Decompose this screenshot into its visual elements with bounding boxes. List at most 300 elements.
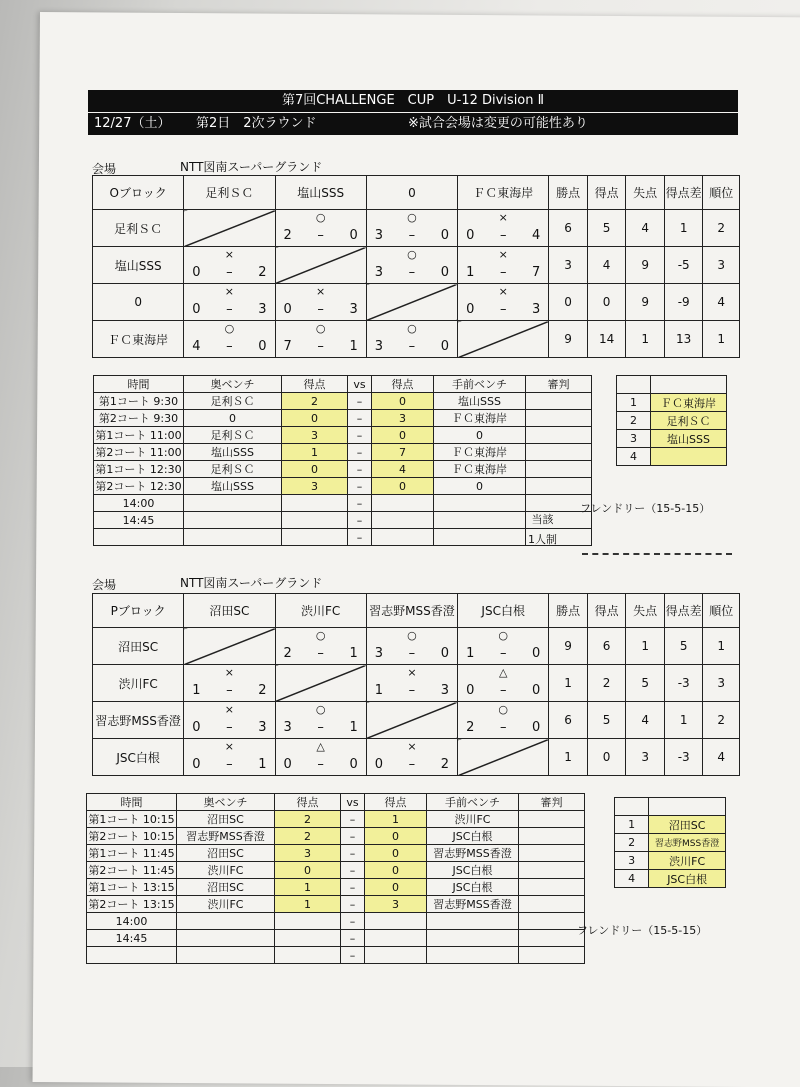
rank-team (651, 448, 727, 466)
score (367, 757, 457, 772)
diagonal-cell (366, 702, 457, 739)
schedule-cell (519, 862, 585, 879)
stat-cell: 1 (549, 739, 588, 776)
result-symbol: × (224, 248, 234, 261)
result-symbol: ○ (498, 703, 508, 716)
stat-cell: 1 (626, 321, 665, 358)
schedule-cell: – (341, 879, 365, 896)
result-symbol: × (316, 285, 326, 298)
result-cell (366, 210, 457, 247)
schedule-cell: 習志野MSS香澄 (427, 896, 519, 913)
stat-cell: 1 (626, 628, 665, 665)
rank-number: 2 (615, 834, 649, 852)
schedule-header: 手前ベンチ (434, 376, 526, 393)
schedule-cell: 7 (372, 444, 434, 461)
score-against: 0 (532, 646, 541, 661)
ranking-header-blank (617, 376, 651, 394)
team-row-label: JSC白根 (93, 739, 184, 776)
score-for: 0 (466, 228, 475, 243)
diagonal-cell (275, 665, 366, 702)
schedule-cell: 足利ＳＣ (184, 461, 282, 478)
rank-team: 沼田SC (649, 816, 726, 834)
schedule-cell (184, 495, 282, 512)
score-dash: – (408, 228, 416, 243)
result (458, 665, 548, 701)
score-dash: – (499, 720, 507, 735)
stat-cell: 2 (587, 665, 626, 702)
schedule-cell (177, 930, 275, 947)
schedule-cell: 0 (282, 410, 348, 427)
stat-cell: 3 (703, 247, 740, 284)
schedule-cell: 1 (275, 879, 341, 896)
score (184, 302, 274, 317)
stat-cell: 0 (587, 739, 626, 776)
referee-note-o (528, 510, 557, 550)
score-against: 7 (532, 265, 541, 280)
score-for: 1 (466, 646, 475, 661)
stat-header: 得点差 (664, 594, 703, 628)
score (367, 339, 457, 354)
schedule-cell (434, 495, 526, 512)
result-symbol: ○ (407, 322, 417, 335)
result (458, 628, 548, 664)
schedule-cell (526, 393, 592, 410)
result (458, 702, 548, 738)
schedule-cell: – (348, 478, 372, 495)
score-dash: – (317, 720, 324, 735)
score-for: 0 (283, 757, 292, 772)
schedule-cell (519, 845, 585, 862)
result-symbol: ○ (315, 322, 326, 335)
score (276, 757, 366, 772)
block-o-standings-grid (92, 175, 740, 358)
result (458, 210, 548, 246)
stat-cell: 5 (664, 628, 703, 665)
schedule-cell (526, 444, 592, 461)
stat-cell: 4 (703, 739, 740, 776)
result (276, 739, 366, 775)
score-for: 0 (192, 265, 201, 280)
venue-name-p: NTT図南スーパーグランド (180, 576, 323, 590)
result-cell (184, 321, 275, 358)
schedule-cell (372, 512, 434, 529)
result-cell (275, 284, 366, 321)
block-o-schedule (93, 375, 592, 546)
score-for: 3 (374, 228, 384, 243)
schedule-cell: 1 (275, 896, 341, 913)
ranking-header-blank (615, 798, 649, 816)
schedule-cell: 第2コート 11:45 (87, 862, 177, 879)
score-against: 1 (258, 757, 267, 772)
stat-cell: 9 (626, 284, 665, 321)
schedule-cell: 3 (275, 845, 341, 862)
schedule-cell (519, 811, 585, 828)
score-against: 2 (440, 757, 450, 772)
schedule-cell (519, 879, 585, 896)
rank-number: 4 (615, 870, 649, 888)
result-cell (184, 702, 275, 739)
schedule-cell: 足利ＳＣ (184, 393, 282, 410)
rank-team: ＦＣ東海岸 (651, 394, 727, 412)
schedule-cell (427, 930, 519, 947)
result (276, 321, 366, 357)
result-cell (366, 247, 457, 284)
diagonal-cell (366, 284, 457, 321)
score-for: 0 (192, 720, 201, 735)
result-symbol: ○ (407, 629, 417, 642)
score-against: 3 (440, 683, 450, 698)
rank-team: 渋川FC (649, 852, 726, 870)
result (367, 739, 457, 775)
schedule-cell: 塩山SSS (184, 478, 282, 495)
result-cell (458, 702, 549, 739)
block-o-ranking (616, 375, 727, 466)
schedule-cell (519, 930, 585, 947)
schedule-cell: 第1コート 13:15 (87, 879, 177, 896)
rank-number: 3 (617, 430, 651, 448)
schedule-cell: 第2コート 11:00 (94, 444, 184, 461)
result (367, 247, 457, 283)
score-dash: – (226, 265, 233, 280)
schedule-header: 得点 (282, 376, 348, 393)
team-row-label: ＦＣ東海岸 (93, 321, 184, 358)
result-symbol: × (224, 666, 234, 679)
result-symbol: ○ (498, 629, 508, 642)
team-row-label: 渋川FC (93, 665, 184, 702)
schedule-cell: 4 (372, 461, 434, 478)
schedule-cell: 0 (275, 862, 341, 879)
rank-number: 2 (617, 412, 651, 430)
venue-label-p: 会場 (92, 578, 117, 592)
score-dash: – (317, 228, 324, 243)
team-header: 塩山SSS (275, 176, 366, 210)
stat-cell: 3 (703, 665, 740, 702)
schedule-cell: 渋川FC (177, 862, 275, 879)
result-cell (366, 739, 457, 776)
schedule-cell: 第2コート 9:30 (94, 410, 184, 427)
schedule-cell: 0 (184, 410, 282, 427)
schedule-cell: 3 (365, 896, 427, 913)
score (184, 757, 274, 772)
result (276, 284, 366, 320)
team-header: 習志野MSS香澄 (366, 594, 457, 628)
rank-team: 足利ＳＣ (651, 412, 727, 430)
stat-header: 得点 (587, 594, 626, 628)
result (184, 284, 274, 320)
schedule-cell: 0 (434, 427, 526, 444)
ranking-header-blank (651, 376, 727, 394)
schedule-cell: – (341, 811, 365, 828)
score-against: 0 (440, 265, 450, 280)
score-against: 0 (440, 339, 450, 354)
result-cell (275, 739, 366, 776)
stat-cell: 14 (587, 321, 626, 358)
team-header: 0 (366, 176, 457, 210)
schedule-cell: 2 (282, 393, 348, 410)
team-header: 足利ＳＣ (184, 176, 275, 210)
stat-cell: 5 (587, 702, 626, 739)
schedule-header: 時間 (94, 376, 184, 393)
stat-cell: 5 (587, 210, 626, 247)
block-name: Oブロック (93, 176, 184, 210)
schedule-cell (275, 913, 341, 930)
diagonal-cell (275, 247, 366, 284)
stat-cell: 9 (549, 628, 588, 665)
result-symbol: × (407, 666, 417, 679)
score-dash: – (226, 302, 233, 317)
score (367, 228, 457, 243)
schedule-cell: 習志野MSS香澄 (427, 845, 519, 862)
schedule-header: 奥ベンチ (184, 376, 282, 393)
team-row-label: 0 (93, 284, 184, 321)
diagonal-cell (184, 628, 275, 665)
score-against: 0 (532, 683, 541, 698)
score-for: 7 (283, 339, 292, 354)
result-symbol: ○ (315, 703, 326, 716)
score-against: 1 (349, 720, 358, 735)
schedule-cell (519, 828, 585, 845)
rank-number: 1 (615, 816, 649, 834)
score-for: 3 (374, 646, 384, 661)
team-header: 沼田SC (184, 594, 275, 628)
result (367, 628, 457, 664)
score (276, 646, 366, 661)
score-for: 2 (283, 228, 292, 243)
referee-note-line2: 1人制 (528, 533, 557, 546)
score-for: 1 (466, 265, 475, 280)
match-date: 12/27（土） (94, 116, 171, 131)
schedule-cell: 沼田SC (177, 879, 275, 896)
stat-cell: -5 (664, 247, 703, 284)
schedule-cell: – (341, 828, 365, 845)
schedule-cell: 第2コート 12:30 (94, 478, 184, 495)
result-symbol: ○ (407, 211, 417, 224)
schedule-cell (282, 495, 348, 512)
schedule-cell (526, 478, 592, 495)
schedule-cell (526, 427, 592, 444)
result (276, 628, 366, 664)
stat-cell: 3 (549, 247, 588, 284)
schedule-cell: ＦＣ東海岸 (434, 444, 526, 461)
schedule-cell: 14:00 (87, 913, 177, 930)
result-cell (184, 284, 275, 321)
score (458, 265, 548, 280)
score-for: 0 (466, 683, 475, 698)
score-against: 0 (440, 646, 450, 661)
stat-header: 勝点 (549, 176, 588, 210)
stat-cell: 1 (703, 628, 740, 665)
result (458, 284, 548, 320)
stat-cell: 6 (549, 210, 588, 247)
score-against: 4 (532, 228, 541, 243)
result (184, 702, 274, 738)
schedule-cell: – (341, 862, 365, 879)
score (276, 339, 366, 354)
stat-header: 順位 (703, 176, 740, 210)
score-against: 1 (349, 646, 358, 661)
result (184, 665, 274, 701)
schedule-cell: 14:45 (87, 930, 177, 947)
schedule-cell (282, 512, 348, 529)
stat-cell: 2 (703, 210, 740, 247)
result (184, 321, 274, 357)
schedule-cell (427, 947, 519, 964)
score-for: 2 (466, 720, 475, 735)
stat-cell: 4 (703, 284, 740, 321)
score-for: 0 (374, 757, 384, 772)
block-p-schedule (86, 793, 585, 964)
score-dash: – (226, 683, 233, 698)
schedule-cell (372, 495, 434, 512)
schedule-cell: – (341, 930, 365, 947)
divider-dash (582, 553, 732, 555)
score (367, 683, 457, 698)
schedule-cell (365, 930, 427, 947)
stat-cell: 4 (626, 210, 665, 247)
rank-team: 塩山SSS (651, 430, 727, 448)
schedule-cell: 塩山SSS (184, 444, 282, 461)
schedule-cell: 第2コート 10:15 (87, 828, 177, 845)
score (276, 228, 366, 243)
schedule-cell: 2 (275, 811, 341, 828)
schedule-cell (519, 896, 585, 913)
referee-note-line1: 当該 (531, 513, 554, 526)
schedule-header: vs (341, 794, 365, 811)
score-against: 3 (258, 302, 267, 317)
result-cell (275, 210, 366, 247)
block-p-ranking (614, 797, 726, 888)
score-against: 3 (349, 302, 358, 317)
score-dash: – (408, 683, 416, 698)
stat-cell: 9 (549, 321, 588, 358)
score (276, 302, 366, 317)
schedule-cell: 3 (282, 427, 348, 444)
result-symbol: × (224, 740, 234, 753)
score (458, 720, 548, 735)
schedule-header: 審判 (526, 376, 592, 393)
result-symbol: ○ (407, 248, 417, 261)
score (458, 683, 548, 698)
score (458, 228, 548, 243)
schedule-cell (177, 913, 275, 930)
schedule-cell: – (341, 845, 365, 862)
result-cell (366, 321, 457, 358)
score-dash: – (408, 339, 416, 354)
result-cell (458, 665, 549, 702)
schedule-cell (519, 913, 585, 930)
schedule-cell: 0 (365, 862, 427, 879)
schedule-cell: 沼田SC (177, 845, 275, 862)
team-row-label: 沼田SC (93, 628, 184, 665)
stat-cell: 4 (587, 247, 626, 284)
schedule-header: 奥ベンチ (177, 794, 275, 811)
round-header (88, 113, 738, 135)
result-symbol: × (407, 740, 417, 753)
schedule-cell: – (348, 444, 372, 461)
result-symbol: △ (498, 666, 508, 679)
schedule-cell (372, 529, 434, 546)
score-for: 1 (374, 683, 384, 698)
result-cell (275, 702, 366, 739)
rank-number: 3 (615, 852, 649, 870)
schedule-cell (184, 529, 282, 546)
result-cell (458, 284, 549, 321)
result-symbol: × (224, 285, 234, 298)
result-cell (184, 247, 275, 284)
schedule-cell: 14:45 (94, 512, 184, 529)
result-cell (458, 247, 549, 284)
schedule-cell: – (348, 495, 372, 512)
score-dash: – (499, 302, 507, 317)
score-for: 3 (374, 339, 384, 354)
schedule-header: 得点 (275, 794, 341, 811)
schedule-cell (526, 410, 592, 427)
result (367, 321, 457, 357)
result-cell (366, 665, 457, 702)
score-against: 0 (440, 228, 450, 243)
schedule-cell: – (348, 461, 372, 478)
schedule-cell (427, 913, 519, 930)
score-dash: – (226, 339, 233, 354)
schedule-cell: 0 (372, 393, 434, 410)
rank-number: 1 (617, 394, 651, 412)
schedule-cell: 渋川FC (177, 896, 275, 913)
score-dash: – (226, 720, 233, 735)
friendly-note-p: フレンドリー（15-5-15） (577, 924, 708, 937)
stat-cell: 1 (664, 702, 703, 739)
stat-header: 得点 (587, 176, 626, 210)
score-for: 1 (192, 683, 201, 698)
schedule-cell: 0 (372, 427, 434, 444)
score-against: 0 (349, 228, 358, 243)
schedule-cell (526, 461, 592, 478)
schedule-cell: 0 (434, 478, 526, 495)
score-dash: – (408, 646, 416, 661)
score (367, 265, 457, 280)
result (184, 247, 274, 283)
schedule-cell: 第1コート 10:15 (87, 811, 177, 828)
stat-cell: 5 (626, 665, 665, 702)
schedule-cell: 塩山SSS (434, 393, 526, 410)
score-for: 0 (466, 302, 475, 317)
score-dash: – (317, 757, 324, 772)
schedule-header: 手前ベンチ (427, 794, 519, 811)
schedule-cell (87, 947, 177, 964)
score (184, 683, 274, 698)
schedule-cell: 0 (365, 828, 427, 845)
score-dash: – (226, 757, 233, 772)
rank-team: JSC白根 (649, 870, 726, 888)
score-for: 2 (283, 646, 292, 661)
score-against: 3 (532, 302, 541, 317)
result-cell (458, 628, 549, 665)
team-header: 渋川FC (275, 594, 366, 628)
result-symbol: × (498, 285, 508, 298)
schedule-cell: 0 (282, 461, 348, 478)
stat-cell: 0 (549, 284, 588, 321)
schedule-cell: 0 (365, 845, 427, 862)
schedule-cell (94, 529, 184, 546)
score-dash: – (499, 646, 507, 661)
score (184, 265, 274, 280)
result-cell (184, 665, 275, 702)
result-symbol: × (498, 211, 508, 224)
schedule-header: 得点 (365, 794, 427, 811)
score-against: 3 (258, 720, 267, 735)
schedule-cell: 第1コート 12:30 (94, 461, 184, 478)
score-dash: – (499, 228, 507, 243)
schedule-cell (282, 529, 348, 546)
